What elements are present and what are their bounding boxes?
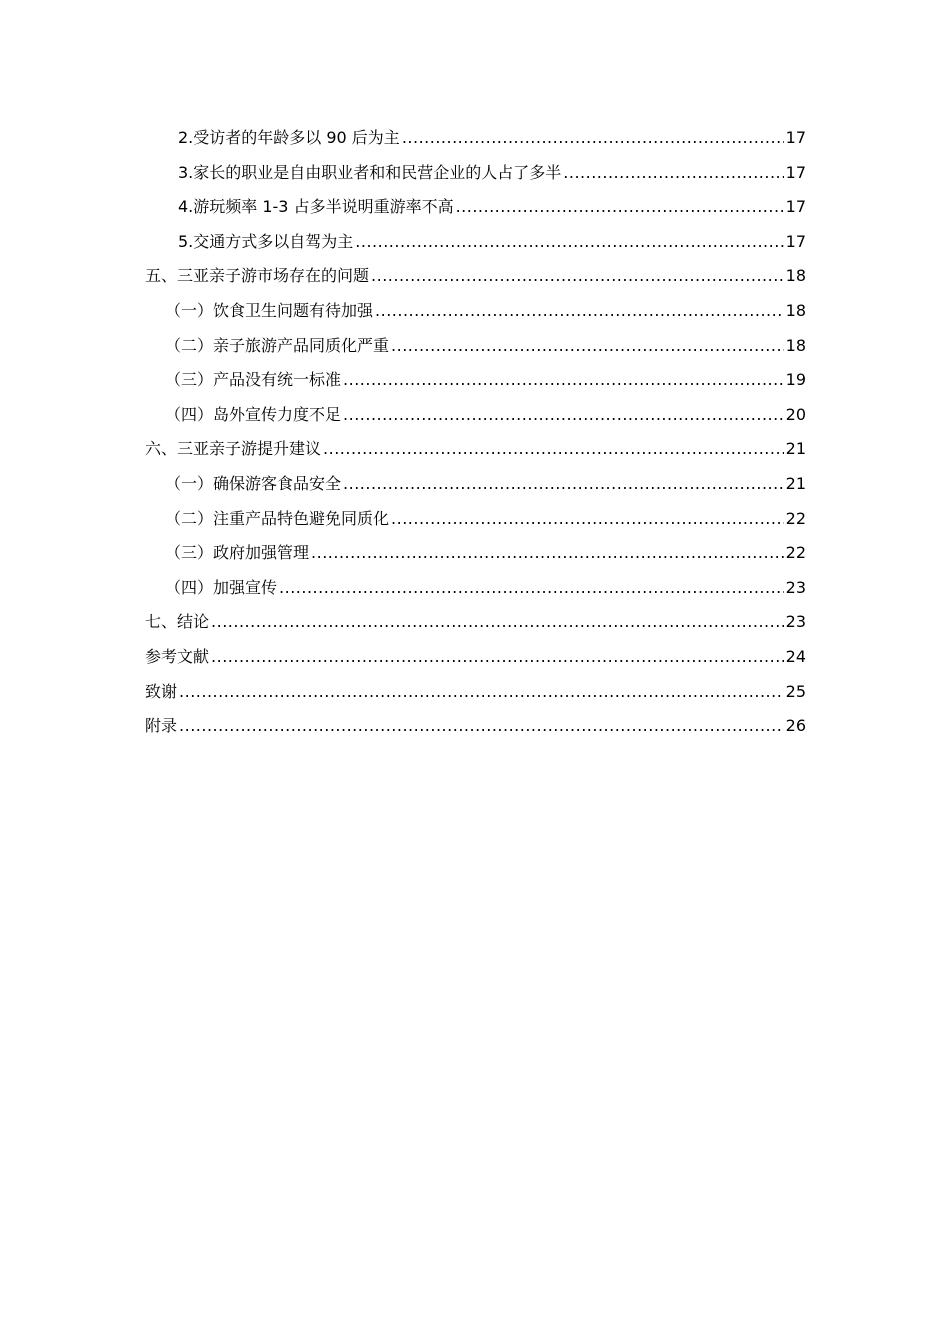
toc-entry-page: 22 (785, 543, 806, 563)
toc-entry-page: 20 (785, 404, 806, 424)
toc-entry-title: 4.游玩频率 1-3 占多半说明重游率不高 (178, 197, 454, 217)
toc-dot-leader (391, 502, 784, 537)
toc-dot-leader (391, 329, 784, 364)
toc-entry-page: 17 (785, 162, 806, 182)
toc-dot-leader (456, 190, 784, 225)
table-of-contents (145, 121, 806, 744)
toc-entry[interactable] (145, 432, 806, 467)
toc-dot-leader (563, 156, 783, 191)
toc-dot-leader (355, 225, 783, 260)
toc-entry-title: （一）确保游客食品安全 (165, 473, 342, 493)
toc-entry-page: 19 (785, 370, 806, 390)
toc-entry-page: 18 (785, 266, 806, 286)
toc-entry-page: 23 (785, 577, 806, 597)
toc-entry[interactable] (145, 709, 806, 744)
toc-entry-page: 25 (785, 681, 806, 701)
toc-entry-page: 21 (785, 473, 806, 493)
toc-entry-title: （一）饮食卫生问题有待加强 (165, 300, 374, 320)
toc-dot-leader (311, 536, 784, 571)
toc-entry[interactable] (145, 329, 806, 364)
toc-entry-title: （二）亲子旅游产品同质化严重 (165, 335, 390, 355)
toc-entry[interactable] (145, 502, 806, 537)
toc-entry[interactable] (145, 675, 806, 710)
toc-dot-leader (343, 398, 784, 433)
toc-dot-leader (343, 467, 784, 502)
toc-entry[interactable] (145, 259, 806, 294)
toc-entry[interactable] (145, 640, 806, 675)
toc-entry[interactable] (145, 467, 806, 502)
toc-entry-title: 七、结论 (145, 612, 210, 632)
toc-dot-leader (179, 675, 784, 710)
toc-entry-title: 3.家长的职业是自由职业者和和民营企业的人占了多半 (178, 162, 562, 182)
toc-dot-leader (211, 605, 784, 640)
toc-entry[interactable] (145, 156, 806, 191)
toc-dot-leader (323, 432, 784, 467)
toc-dot-leader (402, 121, 784, 156)
toc-entry[interactable] (145, 121, 806, 156)
toc-entry-page: 17 (785, 128, 806, 147)
toc-entry[interactable] (145, 363, 806, 398)
toc-entry-page: 21 (785, 439, 806, 459)
toc-entry-title: （三）政府加强管理 (165, 543, 310, 563)
toc-entry[interactable] (145, 294, 806, 329)
toc-entry-title: （四）加强宣传 (165, 577, 278, 597)
toc-entry[interactable] (145, 536, 806, 571)
toc-entry-title: 六、三亚亲子游提升建议 (145, 439, 322, 459)
toc-entry-page: 23 (785, 612, 806, 632)
toc-entry-title: （四）岛外宣传力度不足 (165, 404, 342, 424)
toc-entry-title: 附录 (145, 716, 178, 736)
toc-entry[interactable] (145, 605, 806, 640)
toc-entry[interactable] (145, 225, 806, 260)
toc-entry[interactable] (145, 398, 806, 433)
toc-entry-title: 致谢 (145, 681, 178, 701)
toc-entry-page: 18 (785, 300, 806, 320)
toc-entry-page: 17 (785, 197, 806, 217)
toc-dot-leader (211, 640, 784, 675)
toc-dot-leader (343, 363, 784, 398)
toc-entry-page: 22 (785, 508, 806, 528)
toc-dot-leader (179, 709, 784, 744)
toc-entry-page: 18 (785, 335, 806, 355)
toc-entry[interactable] (145, 190, 806, 225)
toc-dot-leader (371, 259, 784, 294)
toc-dot-leader (279, 571, 784, 606)
toc-entry-page: 17 (785, 231, 806, 251)
toc-entry-title: 2.受访者的年龄多以 90 后为主 (178, 128, 400, 147)
toc-entry[interactable] (145, 571, 806, 606)
toc-entry-title: 5.交通方式多以自驾为主 (178, 231, 354, 251)
toc-entry-title: （二）注重产品特色避免同质化 (165, 508, 390, 528)
toc-entry-page: 24 (785, 646, 806, 666)
toc-entry-title: 五、三亚亲子游市场存在的问题 (145, 266, 370, 286)
toc-entry-title: （三）产品没有统一标准 (165, 370, 342, 390)
toc-dot-leader (375, 294, 784, 329)
toc-entry-page: 26 (785, 716, 806, 736)
toc-entry-title: 参考文献 (145, 646, 210, 666)
